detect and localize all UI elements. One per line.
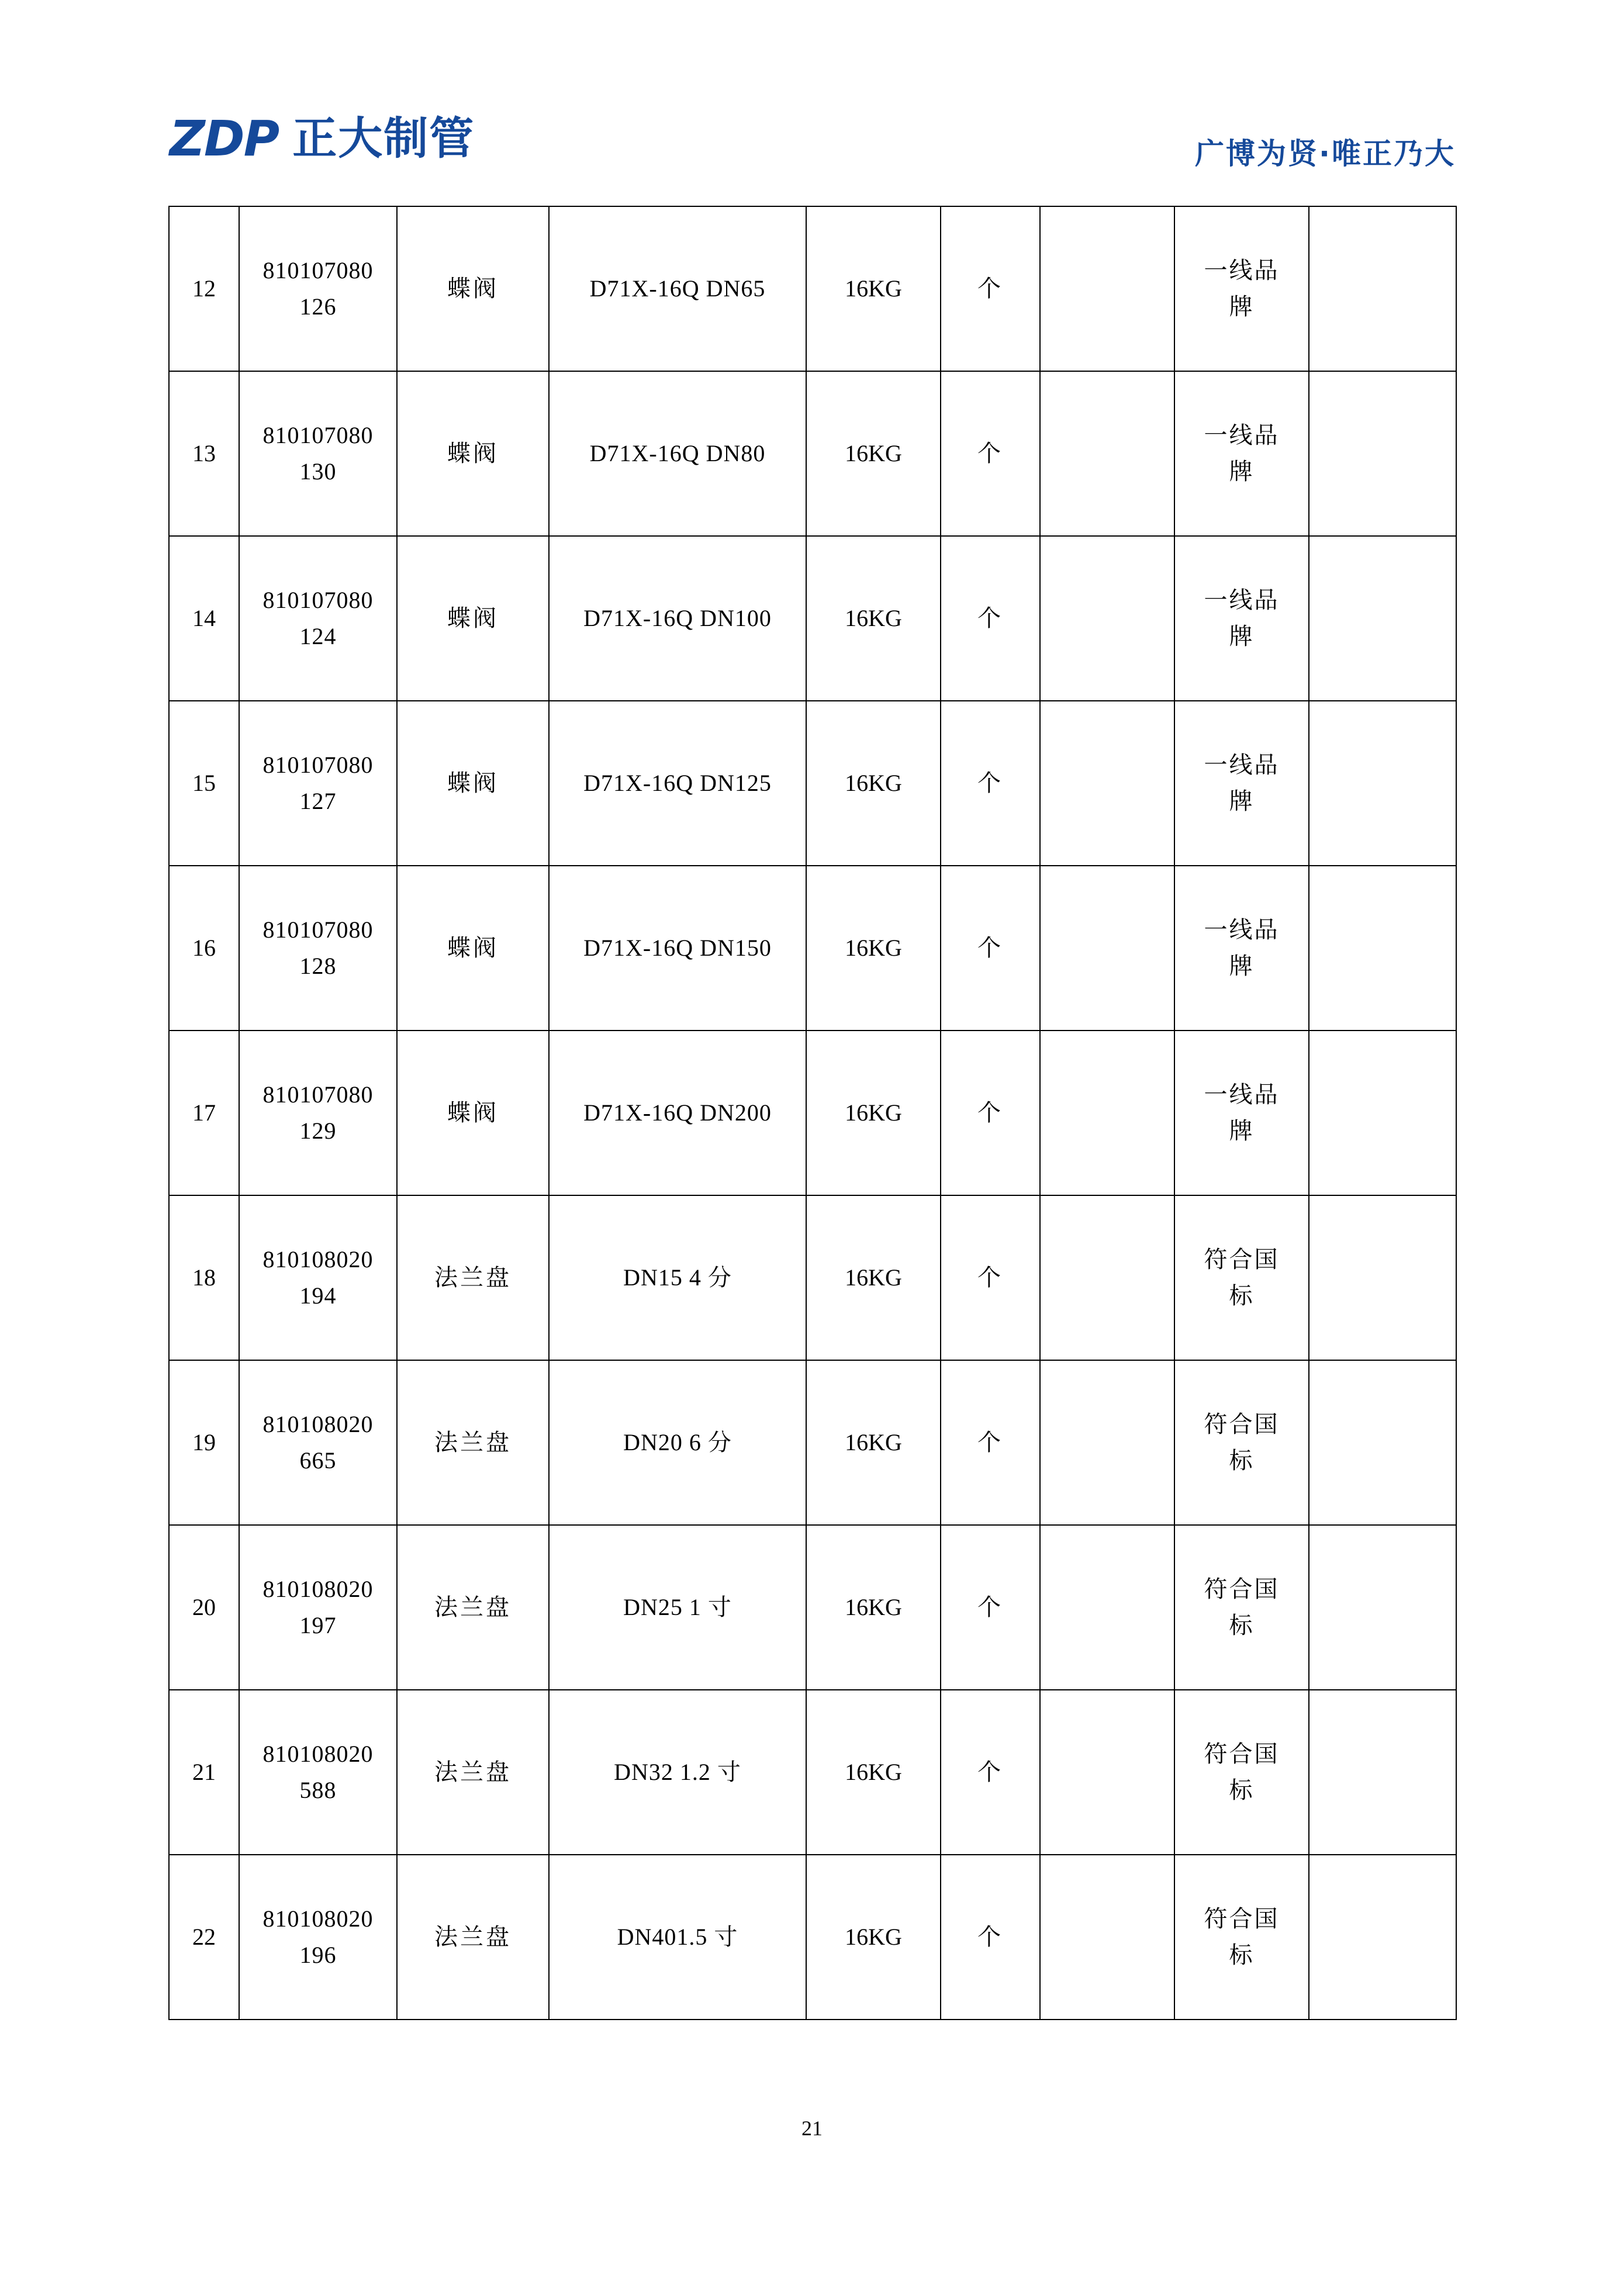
remark-line-2: 牌 (1229, 953, 1255, 979)
cell-extra (1309, 1690, 1456, 1855)
cell-remark (1174, 1360, 1309, 1525)
cell-unit: 个 (941, 1031, 1040, 1195)
code-line-1: 810108020 (262, 1411, 374, 1437)
cell-pressure: 16KG (806, 1525, 941, 1690)
table-row (169, 1360, 1456, 1525)
cell-spec: D71X-16Q DN200 (549, 1031, 806, 1195)
code-line-1: 810108020 (262, 1741, 374, 1767)
table-row (169, 1855, 1456, 2020)
cell-pressure: 16KG (806, 206, 941, 371)
table-row (169, 866, 1456, 1031)
remark-line-1: 一线品 (1204, 917, 1280, 943)
remark-line-1: 符合国 (1204, 1741, 1280, 1767)
cell-extra (1309, 701, 1456, 866)
cell-quantity (1040, 866, 1174, 1031)
cell-material-code (239, 1525, 397, 1690)
cell-quantity (1040, 701, 1174, 866)
cell-material-code (239, 1195, 397, 1360)
cell-name: 法兰盘 (397, 1855, 549, 2020)
logo-mark-text: ZDP (170, 110, 279, 167)
cell-index: 18 (169, 1195, 239, 1360)
cell-unit: 个 (941, 1195, 1040, 1360)
cell-pressure: 16KG (806, 1360, 941, 1525)
cell-index: 20 (169, 1525, 239, 1690)
cell-index: 14 (169, 536, 239, 701)
cell-quantity (1040, 1525, 1174, 1690)
cell-quantity (1040, 1690, 1174, 1855)
cell-remark (1174, 1031, 1309, 1195)
cell-extra (1309, 1855, 1456, 2020)
table-row (169, 371, 1456, 536)
remark-line-1: 符合国 (1204, 1246, 1280, 1273)
cell-name: 蝶阀 (397, 371, 549, 536)
cell-quantity (1040, 371, 1174, 536)
cell-remark (1174, 1855, 1309, 2020)
cell-material-code (239, 206, 397, 371)
cell-remark (1174, 1690, 1309, 1855)
company-logo (170, 110, 475, 167)
code-line-1: 810108020 (262, 1906, 374, 1932)
cell-spec: D71X-16Q DN125 (549, 701, 806, 866)
cell-extra (1309, 206, 1456, 371)
cell-index: 13 (169, 371, 239, 536)
cell-pressure: 16KG (806, 536, 941, 701)
cell-quantity (1040, 1855, 1174, 2020)
cell-unit: 个 (941, 866, 1040, 1031)
code-line-2: 124 (299, 623, 337, 649)
cell-extra (1309, 371, 1456, 536)
remark-line-1: 一线品 (1204, 257, 1280, 283)
table-row (169, 1031, 1456, 1195)
code-line-1: 810107080 (262, 587, 374, 613)
remark-line-2: 牌 (1229, 458, 1255, 485)
code-line-2: 128 (299, 953, 337, 979)
table-row (169, 206, 1456, 371)
cell-name: 蝶阀 (397, 701, 549, 866)
cell-remark (1174, 371, 1309, 536)
cell-material-code (239, 1360, 397, 1525)
cell-unit: 个 (941, 536, 1040, 701)
remark-line-1: 一线品 (1204, 1081, 1280, 1108)
cell-extra (1309, 1360, 1456, 1525)
cell-pressure: 16KG (806, 1855, 941, 2020)
page-number: 21 (801, 2117, 823, 2140)
cell-extra (1309, 1195, 1456, 1360)
cell-pressure: 16KG (806, 1031, 941, 1195)
code-line-1: 810107080 (262, 257, 374, 283)
cell-name: 蝶阀 (397, 866, 549, 1031)
cell-index: 15 (169, 701, 239, 866)
remark-line-1: 符合国 (1204, 1411, 1280, 1437)
cell-name: 法兰盘 (397, 1525, 549, 1690)
cell-quantity (1040, 206, 1174, 371)
code-line-2: 127 (299, 788, 337, 814)
remark-line-2: 标 (1229, 1282, 1255, 1309)
cell-extra (1309, 1031, 1456, 1195)
cell-material-code (239, 1031, 397, 1195)
cell-extra (1309, 866, 1456, 1031)
table-row (169, 536, 1456, 701)
cell-material-code (239, 1855, 397, 2020)
remark-line-2: 牌 (1229, 788, 1255, 814)
remark-line-2: 牌 (1229, 623, 1255, 649)
cell-name: 法兰盘 (397, 1195, 549, 1360)
page-header (170, 110, 1456, 184)
code-line-1: 810107080 (262, 1081, 374, 1108)
cell-name: 法兰盘 (397, 1360, 549, 1525)
cell-unit: 个 (941, 1690, 1040, 1855)
cell-material-code (239, 1690, 397, 1855)
cell-extra (1309, 536, 1456, 701)
cell-unit: 个 (941, 371, 1040, 536)
remark-line-1: 一线品 (1204, 752, 1280, 778)
company-slogan: 广博为贤·唯正乃大 (1195, 137, 1456, 171)
cell-index: 17 (169, 1031, 239, 1195)
cell-pressure: 16KG (806, 701, 941, 866)
code-line-1: 810108020 (262, 1246, 374, 1273)
cell-remark (1174, 1195, 1309, 1360)
cell-index: 19 (169, 1360, 239, 1525)
cell-spec: D71X-16Q DN150 (549, 866, 806, 1031)
code-line-2: 130 (299, 458, 337, 485)
code-line-2: 588 (299, 1777, 337, 1803)
cell-pressure: 16KG (806, 1690, 941, 1855)
table-row (169, 1690, 1456, 1855)
table-row (169, 701, 1456, 866)
cell-name: 法兰盘 (397, 1690, 549, 1855)
code-line-2: 129 (299, 1118, 337, 1144)
table-row (169, 1195, 1456, 1360)
remark-line-1: 一线品 (1204, 422, 1280, 448)
cell-pressure: 16KG (806, 866, 941, 1031)
remark-line-1: 符合国 (1204, 1576, 1280, 1602)
cell-spec: D71X-16Q DN65 (549, 206, 806, 371)
code-line-2: 196 (299, 1942, 337, 1968)
remark-line-2: 标 (1229, 1942, 1255, 1968)
cell-remark (1174, 536, 1309, 701)
cell-quantity (1040, 1360, 1174, 1525)
cell-remark (1174, 701, 1309, 866)
cell-spec: DN20 6 分 (549, 1360, 806, 1525)
code-line-1: 810107080 (262, 752, 374, 778)
cell-unit: 个 (941, 1525, 1040, 1690)
cell-index: 12 (169, 206, 239, 371)
cell-pressure: 16KG (806, 1195, 941, 1360)
cell-index: 16 (169, 866, 239, 1031)
cell-index: 21 (169, 1690, 239, 1855)
cell-material-code (239, 701, 397, 866)
cell-quantity (1040, 1195, 1174, 1360)
cell-quantity (1040, 536, 1174, 701)
remark-line-2: 标 (1229, 1612, 1255, 1638)
code-line-2: 194 (299, 1282, 337, 1309)
table-row (169, 1525, 1456, 1690)
remark-line-1: 一线品 (1204, 587, 1280, 613)
remark-line-2: 标 (1229, 1777, 1255, 1803)
cell-material-code (239, 866, 397, 1031)
cell-spec: DN25 1 寸 (549, 1525, 806, 1690)
code-line-2: 665 (299, 1447, 337, 1474)
cell-spec: DN32 1.2 寸 (549, 1690, 806, 1855)
cell-unit: 个 (941, 701, 1040, 866)
cell-name: 蝶阀 (397, 206, 549, 371)
remark-line-2: 标 (1229, 1447, 1255, 1474)
cell-unit: 个 (941, 206, 1040, 371)
materials-table-body (169, 206, 1456, 2020)
cell-pressure: 16KG (806, 371, 941, 536)
cell-quantity (1040, 1031, 1174, 1195)
cell-remark (1174, 1525, 1309, 1690)
remark-line-2: 牌 (1229, 1118, 1255, 1144)
cell-unit: 个 (941, 1360, 1040, 1525)
cell-name: 蝶阀 (397, 536, 549, 701)
cell-material-code (239, 536, 397, 701)
remark-line-2: 牌 (1229, 293, 1255, 320)
cell-spec: D71X-16Q DN80 (549, 371, 806, 536)
code-line-1: 810107080 (262, 917, 374, 943)
materials-table (168, 206, 1457, 2020)
cell-material-code (239, 371, 397, 536)
cell-name: 蝶阀 (397, 1031, 549, 1195)
remark-line-1: 符合国 (1204, 1906, 1280, 1932)
logo-company-name: 正大制管 (292, 112, 475, 164)
code-line-2: 197 (299, 1612, 337, 1638)
cell-unit: 个 (941, 1855, 1040, 2020)
cell-remark (1174, 206, 1309, 371)
cell-index: 22 (169, 1855, 239, 2020)
code-line-2: 126 (299, 293, 337, 320)
cell-spec: DN15 4 分 (549, 1195, 806, 1360)
cell-spec: D71X-16Q DN100 (549, 536, 806, 701)
cell-remark (1174, 866, 1309, 1031)
code-line-1: 810108020 (262, 1576, 374, 1602)
cell-spec: DN401.5 寸 (549, 1855, 806, 2020)
code-line-1: 810107080 (262, 422, 374, 448)
cell-extra (1309, 1525, 1456, 1690)
